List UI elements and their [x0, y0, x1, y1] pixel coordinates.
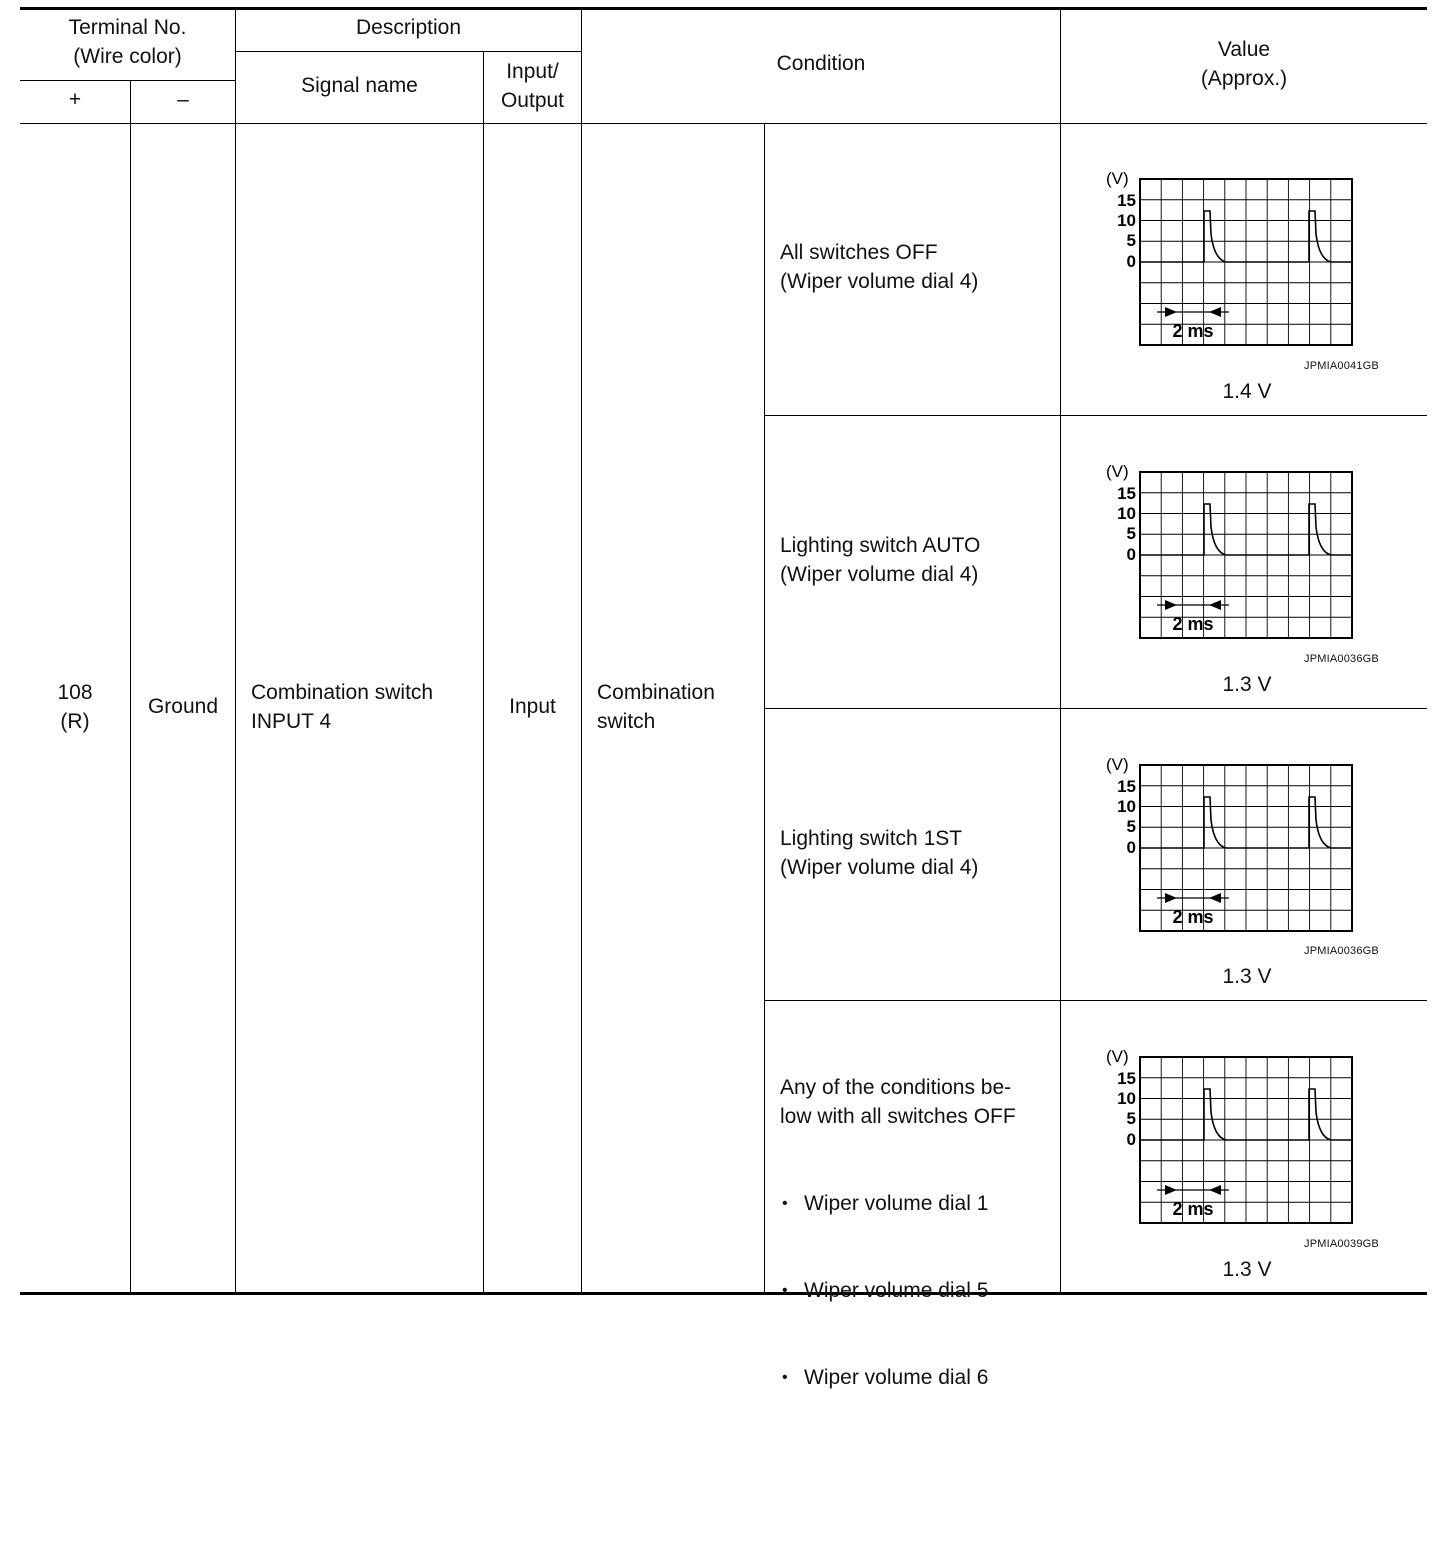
- y-tick-label: 15: [1117, 1069, 1136, 1088]
- y-tick-label: 5: [1126, 817, 1136, 836]
- header-value: Value (Approx.): [1200, 38, 1288, 90]
- y-tick-label: 15: [1117, 777, 1136, 796]
- header-description: Description: [355, 16, 462, 39]
- time-scale-label: 2 ms: [1172, 907, 1214, 927]
- col-divider-3: [483, 51, 484, 1294]
- y-tick-label: 0: [1126, 1130, 1136, 1149]
- figure-code-2: JPMIA0036GB: [1304, 653, 1379, 665]
- y-tick-label: 15: [1117, 191, 1136, 210]
- condition-group: Combination switch: [597, 681, 715, 733]
- waveform-1: [1100, 163, 1360, 353]
- y-tick-label: 10: [1117, 211, 1136, 230]
- terminal-minus: Ground: [147, 695, 219, 718]
- y-tick-label: 0: [1126, 252, 1136, 271]
- row-divider-2: [764, 708, 1427, 709]
- row-divider-1: [764, 415, 1427, 416]
- waveform-4: [1100, 1041, 1360, 1231]
- header-input-output: Input/ Output: [500, 60, 565, 112]
- unit-label: (V): [1106, 755, 1129, 774]
- header-signal-name: Signal name: [301, 74, 418, 97]
- y-tick-label: 0: [1126, 838, 1136, 857]
- y-tick-label: 5: [1126, 231, 1136, 250]
- terminal-plus: 108 (R): [57, 681, 93, 733]
- waveform-3: [1100, 749, 1360, 939]
- header-bottom-border: [20, 123, 1427, 124]
- col-divider-1: [130, 80, 131, 1294]
- y-tick-label: 0: [1126, 545, 1136, 564]
- figure-code-1: JPMIA0041GB: [1304, 360, 1379, 372]
- condition-text-2: Lighting switch AUTO (Wiper volume dial 4): [780, 534, 981, 586]
- col-divider-6: [1060, 9, 1061, 1294]
- y-tick-label: 10: [1117, 504, 1136, 523]
- condition-bullets-4: [780, 1131, 988, 1421]
- value-1: 1.4 V: [1222, 380, 1272, 403]
- time-scale-label: 2 ms: [1172, 614, 1214, 634]
- bullet-item: • Wiper volume dial 1: [780, 1189, 988, 1218]
- value-3: 1.3 V: [1222, 965, 1272, 988]
- figure-code-3: JPMIA0036GB: [1304, 945, 1379, 957]
- waveform-2: [1100, 456, 1360, 646]
- row-divider-3: [764, 1000, 1427, 1001]
- header-minus: –: [177, 88, 189, 111]
- condition-text-1: All switches OFF (Wiper volume dial 4): [780, 241, 979, 293]
- bullet-item: • Wiper volume dial 5: [780, 1276, 988, 1305]
- header-divider-description: [235, 51, 582, 52]
- bullet-item: • Wiper volume dial 6: [780, 1363, 988, 1392]
- header-terminal-no: Terminal No. (Wire color): [68, 16, 187, 68]
- signal-name: Combination switch INPUT 4: [251, 681, 434, 733]
- condition-text-3: Lighting switch 1ST (Wiper volume dial 4): [780, 827, 979, 879]
- time-scale-label: 2 ms: [1172, 321, 1214, 341]
- y-tick-label: 10: [1117, 1089, 1136, 1108]
- header-plus: +: [68, 88, 82, 111]
- y-tick-label: 5: [1126, 1109, 1136, 1128]
- unit-label: (V): [1106, 462, 1129, 481]
- header-divider-terminal: [20, 80, 235, 81]
- col-divider-4: [581, 9, 582, 1294]
- unit-label: (V): [1106, 169, 1129, 188]
- header-condition: Condition: [776, 52, 866, 75]
- y-tick-label: 10: [1117, 797, 1136, 816]
- col-divider-5: [764, 124, 765, 1294]
- input-output-value: Input: [509, 695, 556, 718]
- value-2: 1.3 V: [1222, 673, 1272, 696]
- unit-label: (V): [1106, 1047, 1129, 1066]
- time-scale-label: 2 ms: [1172, 1199, 1214, 1219]
- value-4: 1.3 V: [1222, 1258, 1272, 1281]
- y-tick-label: 5: [1126, 524, 1136, 543]
- col-divider-2: [235, 9, 236, 1294]
- condition-text-4: Any of the conditions be- low with all switches OFF: [780, 1076, 1016, 1128]
- table-bottom-border: [20, 1292, 1427, 1295]
- table-top-border: [20, 7, 1427, 10]
- figure-code-4: JPMIA0039GB: [1304, 1238, 1379, 1250]
- y-tick-label: 15: [1117, 484, 1136, 503]
